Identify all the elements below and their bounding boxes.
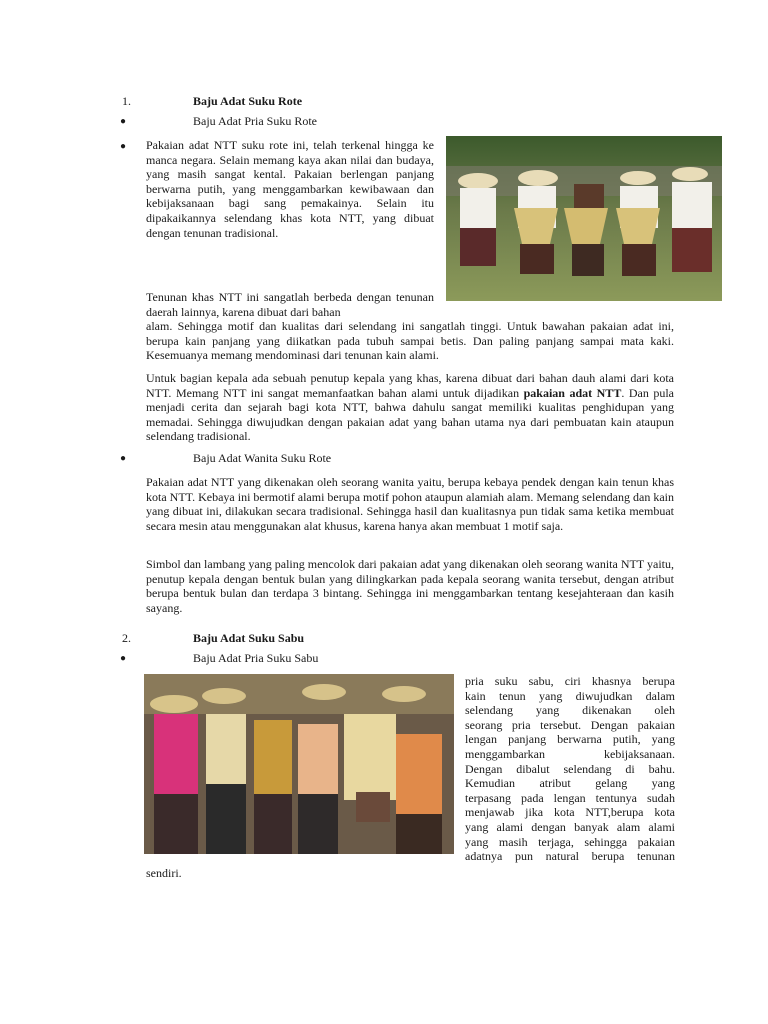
- bullet-icon: ●: [120, 653, 127, 664]
- text-line: menggambarkan kebijaksanaan.: [465, 746, 675, 761]
- bullet-icon: ●: [120, 116, 127, 127]
- subheading-female-rote: Baju Adat Wanita Suku Rote: [193, 451, 332, 465]
- bullet-icon: ●: [120, 141, 127, 152]
- text-line: Kemudian atribut gelang yang: [465, 776, 675, 791]
- paragraph: [146, 371, 674, 444]
- text-run: . Dan pula menjadi cerita dan sejarah bagi kota NTT, bahwa dahulu sangat memiliki kualitas penghidupan yang memadai. Sehingga diwujudkan dengan pakaian adat yang bahan utama nya dari pembuatan kain ataupun selendang tradisional.: [146, 385, 675, 444]
- photo-rote-men: [446, 136, 722, 301]
- paragraph: [465, 674, 675, 864]
- text-line: terpasang pada lengan tentunya sudah: [465, 790, 675, 805]
- text-line: yang alami dengan banyak alam alami: [465, 819, 675, 834]
- subheading-male-rote: Baju Adat Pria Suku Rote: [193, 114, 317, 128]
- text-line: pria suku sabu, ciri khasnya berupa: [465, 674, 675, 688]
- text-line: kain tenun yang diwujudkan dalam: [465, 688, 675, 703]
- paragraph: Simbol dan lambang yang paling mencolok dari pakaian adat yang dikenakan oleh seorang wanita NTT yaitu, penutup kepala dengan bentuk bulan yang dilingkarkan pada kepala seorang wanita tersebut, dengan atribut berupa bentuk bulan dan terdapa 3 bintang. Sehingga ini menggambarkan tentang kesejahteraan dan kasih sayang.: [146, 557, 674, 615]
- section-number: 1.: [122, 94, 131, 108]
- paragraph: Tenunan khas NTT ini sangatlah berbeda dengan tenunan daerah lainnya, karena dibuat dari bahan: [146, 290, 434, 319]
- text-line: lengan panjang berwarna putih, yang: [465, 732, 675, 747]
- section-title: Baju Adat Suku Rote: [193, 94, 303, 108]
- text-line: adatnya pun natural berupa tenunan: [465, 849, 675, 864]
- text-line: yang masih terjaga, sehingga pakaian: [465, 834, 675, 849]
- text-line: seorang pria tersebut. Dengan pakaian: [465, 717, 675, 732]
- section-title: Baju Adat Suku Sabu: [193, 631, 305, 645]
- text-line: menjawab jika kota NTT,berupa kota: [465, 805, 675, 820]
- photo-sabu-group: [144, 674, 454, 854]
- text-line: Dengan dibalut selendang di bahu.: [465, 761, 675, 776]
- section-number: 2.: [122, 631, 131, 645]
- subheading-male-sabu: Baju Adat Pria Suku Sabu: [193, 651, 319, 665]
- text-line: sendiri.: [146, 866, 182, 880]
- paragraph: alam. Sehingga motif dan kualitas dari selendang ini sangatlah tinggi. Untuk bawahan pakaian adat ini, berupa kain panjang yang diikatkan pada tubuh sampai betis. Dan paling panjang sampai mata kaki. Kesemuanya memang mendominasi dari tenunan kain alami.: [146, 319, 674, 363]
- bold-text: pakaian adat NTT: [523, 385, 622, 400]
- bullet-icon: ●: [120, 453, 127, 464]
- paragraph: Pakaian adat NTT suku rote ini, telah terkenal hingga ke manca negara. Selain memang kaya akan nilai dan budaya, yang masih sangat kental. Pakaian berlengan panjang berwarna putih, yang menggambarkan kewibawaan dan kebijaksanaan bagi sang pemakainya. Selain itu dipakaikannya selendang khas kota NTT, yang dibuat dengan tenunan tradisional.: [146, 138, 434, 240]
- text-run: Untuk bagian kepala ada sebuah penutup kepala yang khas, karena dibuat dari bahan dauh alami dari kota NTT. Memang NTT ini sangat memanfaatkan bahan alami untuk dijadikan: [146, 371, 674, 400]
- paragraph: Pakaian adat NTT yang dikenakan oleh seorang wanita yaitu, berupa kebaya pendek dengan kain tenun khas kota NTT. Kebaya ini bermotif alami berupa motif pohon ataupun alamiah alam. Memang selendang dan kain yang dibuat ini, dilakukan secara tradisional. Sehingga hasil dan kualitasnya pun tidak sama ketika membuat secara mesin atau menggunakan alat khusus, karena hanya akan membuat 1 motif saja.: [146, 475, 674, 533]
- text-line: selendang yang dikenakan oleh: [465, 703, 675, 718]
